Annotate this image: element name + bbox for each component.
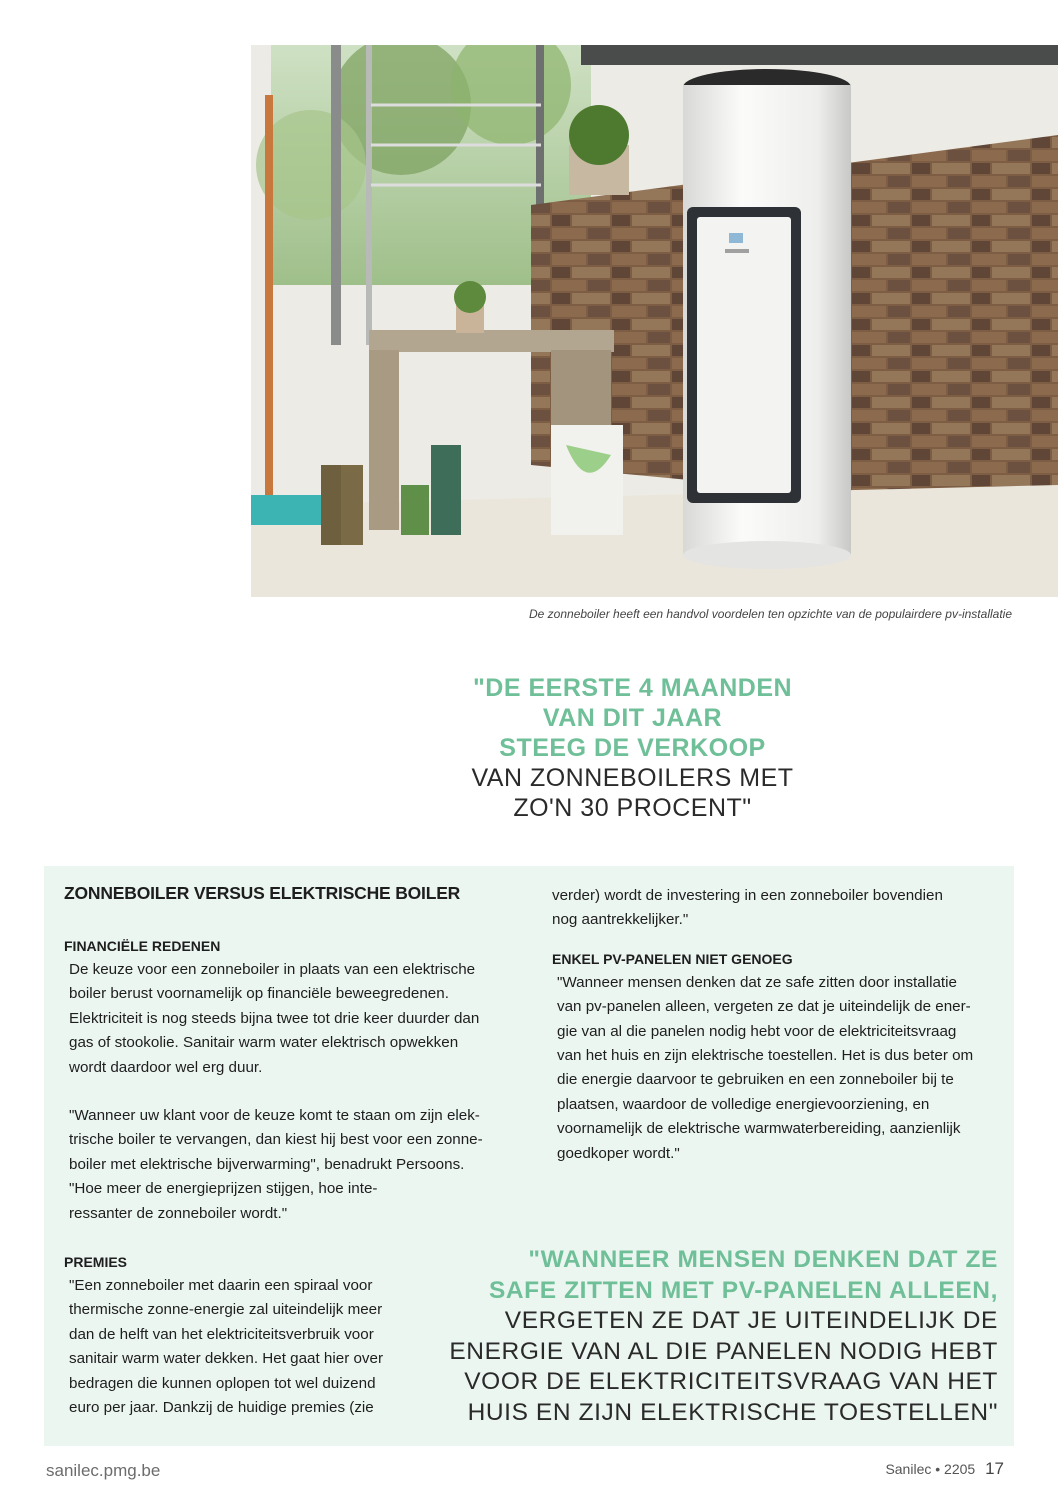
text-line: boiler met elektrische bijverwarming", benadrukt Persoons.: [69, 1155, 465, 1173]
text-line: euro per jaar. Dankzij de huidige premies (zie: [69, 1399, 374, 1417]
text-line: goedkoper wordt.": [557, 1144, 680, 1162]
hero-photo: [251, 45, 1058, 597]
text-line: die energie daarvoor te gebruiken en een zonneboiler bij te: [557, 1071, 954, 1089]
text-line: ressanter de zonneboiler wordt.": [69, 1204, 288, 1222]
quote-bottom-line: VOOR DE ELEKTRICITEITSVRAAG VAN HET: [464, 1368, 998, 1395]
text-line: thermische zonne-energie zal uiteindelijk meer: [69, 1301, 383, 1319]
quote-top-line: VAN DIT JAAR: [542, 704, 723, 732]
pull-quote-bottom: [449, 1245, 998, 1428]
quote-top-line: VAN ZONNEBOILERS MET: [471, 764, 794, 792]
pull-quote-top: [430, 673, 835, 823]
section-heading-pv: ENKEL PV-PANELEN NIET GENOEG: [552, 950, 793, 967]
box-column-right: [552, 884, 1002, 1166]
text-line: plaatsen, waardoor de volledige energievoorziening, en: [557, 1095, 930, 1113]
text-line: Elektriciteit is nog steeds bijna twee tot drie keer duurder dan: [69, 1009, 480, 1027]
quote-bottom-line: HUIS EN ZIJN ELEKTRISCHE TOESTELLEN": [467, 1398, 998, 1426]
text-line: gie van al die panelen nodig hebt voor de elektriciteitsvraag: [557, 1022, 957, 1040]
text-line: "Wanneer mensen denken dat ze safe zitten door installatie: [557, 973, 957, 991]
text-line: bedragen die kunnen oplopen tot wel duizend: [69, 1374, 376, 1392]
quote-bottom-line: VERGETEN ZE DAT JE UITEINDELIJK DE: [504, 1307, 998, 1334]
text-line: sanitair warm water dekken. Het gaat hier over: [69, 1350, 384, 1368]
footer-issue: [885, 1459, 1004, 1479]
text-line: van het huis en zijn elektrische toestellen. Het is dus beter om: [557, 1047, 974, 1065]
paragraph-pv: [557, 971, 1002, 1166]
paragraph-vervolg: [552, 884, 1002, 933]
text-line: verder) wordt de investering in een zonneboiler bovendien: [552, 887, 943, 904]
text-line: "Wanneer uw klant voor de keuze komt te staan om zijn elek-: [69, 1107, 480, 1125]
text-line: De keuze voor een zonneboiler in plaats van een elektrische: [69, 961, 476, 978]
text-line: nog aantrekkelijker.": [552, 911, 689, 929]
box-title: ZONNEBOILER VERSUS ELEKTRISCHE BOILER: [64, 883, 461, 903]
footer-magazine: Sanilec • 2205: [885, 1461, 976, 1477]
quote-bottom-line: ENERGIE VAN AL DIE PANELEN NODIG HEBT: [449, 1337, 998, 1365]
text-line: voornamelijk de elektrische warmwaterbereiding, aanzienlijk: [557, 1120, 961, 1138]
text-line: van pv-panelen alleen, vergeten ze dat je uiteindelijk de ener-: [557, 998, 971, 1016]
quote-bottom-line: SAFE ZITTEN MET PV-PANELEN ALLEEN,: [488, 1276, 998, 1304]
text-line: trische boiler te vervangen, dan kiest hij best voor een zonne-: [69, 1131, 483, 1149]
section-heading-financiele: FINANCIËLE REDENEN: [64, 938, 221, 954]
quote-top-line: ZO'N 30 PROCENT": [513, 794, 752, 822]
quote-top-line: "DE EERSTE 4 MAANDEN: [472, 674, 793, 702]
quote-bottom-line: "WANNEER MENSEN DENKEN DAT ZE: [528, 1246, 998, 1273]
photo-caption: De zonneboiler heeft een handvol voordelen ten opzichte van de populairdere pv-installatie: [529, 607, 1012, 621]
page-number: 17: [985, 1459, 1004, 1478]
boiler-illustration: [251, 45, 1058, 597]
footer-website: sanilec.pmg.be: [46, 1461, 161, 1480]
text-line: dan de helft van het elektriciteitsverbruik voor: [69, 1325, 374, 1343]
quote-top-line: STEEG DE VERKOOP: [499, 734, 766, 762]
text-line: "Hoe meer de energieprijzen stijgen, hoe inte-: [69, 1180, 378, 1198]
text-line: boiler berust voornamelijk op financiële beweegredenen.: [69, 985, 449, 1003]
paragraph-financiele-1: [69, 958, 524, 1080]
text-line: gas of stookolie. Sanitair warm water elektrisch opwekken: [69, 1034, 459, 1052]
section-heading-premies: PREMIES: [64, 1254, 128, 1271]
paragraph-financiele-2: [69, 1104, 524, 1226]
text-line: wordt daardoor wel erg duur.: [69, 1058, 263, 1076]
text-line: "Een zonneboiler met daarin een spiraal voor: [69, 1277, 373, 1295]
